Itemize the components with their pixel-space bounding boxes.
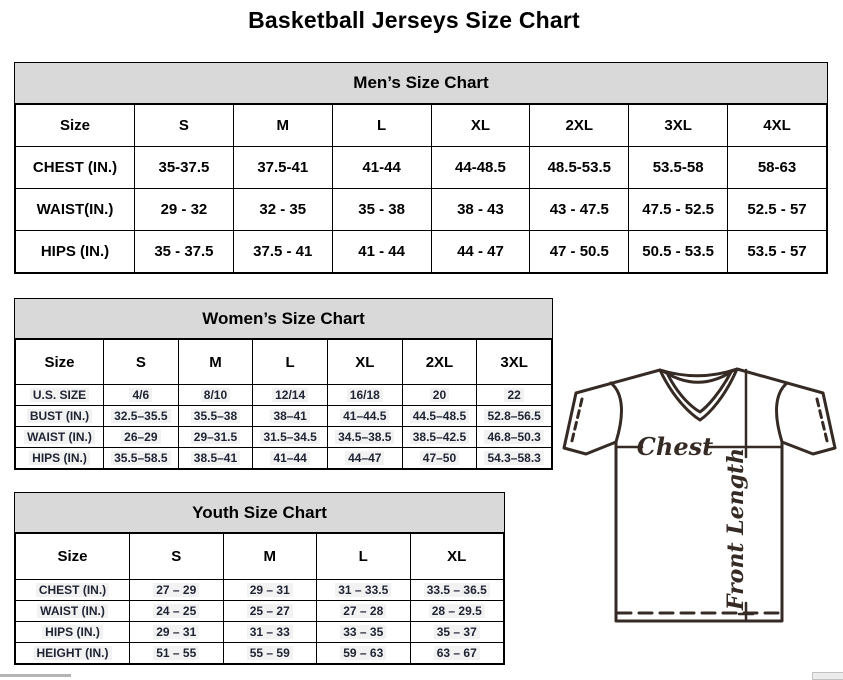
cell-text: 8/10 (201, 388, 230, 402)
table-row (16, 580, 504, 601)
table-cell (410, 601, 504, 622)
cell-text: 34.5–38.5 (335, 430, 394, 444)
table-cell (130, 622, 224, 643)
cell-text: 35 – 37 (434, 625, 480, 639)
cell-text: 54.3–58.3 (484, 451, 543, 465)
cell-text: 31 – 33 (247, 625, 293, 639)
cell-text: 44–47 (345, 451, 384, 465)
cell-text: 52.8–56.5 (484, 409, 543, 423)
table-cell: 35 - 38 (332, 189, 431, 231)
table-cell (317, 580, 411, 601)
table-cell: 35 - 37.5 (135, 231, 234, 273)
table-cell: 50.5 - 53.5 (629, 231, 728, 273)
table-row (16, 643, 504, 664)
table-row (16, 601, 504, 622)
column-header: 3XL (629, 105, 728, 147)
table-row (16, 406, 552, 427)
column-header: 2XL (530, 105, 629, 147)
table-cell (477, 406, 552, 427)
youth-size-chart (14, 492, 505, 665)
table-cell (317, 601, 411, 622)
youth-table (15, 533, 504, 664)
table-cell (253, 406, 328, 427)
table-cell (327, 406, 402, 427)
cell-text: 24 – 25 (153, 604, 199, 618)
cell-text: 33 – 35 (340, 625, 386, 639)
row-label: WAIST(IN.) (16, 189, 135, 231)
column-header: 3XL (477, 340, 552, 385)
table-cell (223, 622, 317, 643)
cell-text: 28 – 29.5 (429, 604, 485, 618)
header-row (16, 340, 552, 385)
table-cell: 37.5-41 (233, 147, 332, 189)
cell-text: HIPS (IN.) (29, 451, 90, 465)
column-header: S (130, 534, 224, 580)
column-header: Size (16, 340, 104, 385)
jersey-outline (564, 369, 835, 621)
cell-text: 26–29 (121, 430, 160, 444)
table-cell (104, 406, 179, 427)
cell-text: 46.8–50.3 (484, 430, 543, 444)
cell-text: 29–31.5 (191, 430, 240, 444)
cell-text: 29 – 31 (153, 625, 199, 639)
table-cell (104, 448, 179, 469)
table-cell: 47.5 - 52.5 (629, 189, 728, 231)
womens-table (15, 339, 552, 469)
cell-text: 35.5–38 (191, 409, 240, 423)
cell-text: 12/14 (272, 388, 308, 402)
row-label (16, 622, 130, 643)
cell-text: 29 – 31 (247, 583, 293, 597)
table-cell (402, 427, 477, 448)
table-cell (253, 427, 328, 448)
table-cell (477, 427, 552, 448)
table-cell: 41 - 44 (332, 231, 431, 273)
table-cell (130, 580, 224, 601)
table-cell: 44 - 47 (431, 231, 530, 273)
mens-chart-title: Men’s Size Chart (15, 63, 827, 104)
table-cell (317, 622, 411, 643)
table-cell (130, 643, 224, 664)
cell-text: WAIST (IN.) (37, 604, 108, 618)
collar-lines (660, 369, 737, 420)
youth-chart-title: Youth Size Chart (15, 493, 504, 533)
cell-text: HEIGHT (IN.) (34, 646, 112, 660)
table-cell (402, 385, 477, 406)
table-cell: 35-37.5 (135, 147, 234, 189)
table-cell (223, 643, 317, 664)
table-cell: 44-48.5 (431, 147, 530, 189)
table-cell (410, 622, 504, 643)
jersey-diagram (556, 356, 843, 636)
table-cell: 43 - 47.5 (530, 189, 629, 231)
table-row (16, 448, 552, 469)
column-header: M (233, 105, 332, 147)
page-title: Basketball Jerseys Size Chart (248, 7, 580, 33)
cell-text: 63 – 67 (434, 646, 480, 660)
table-cell (410, 643, 504, 664)
cell-text: 55 – 59 (247, 646, 293, 660)
table-cell (178, 385, 253, 406)
womens-chart-title: Women’s Size Chart (15, 299, 552, 339)
column-header: 4XL (728, 105, 827, 147)
table-cell (104, 427, 179, 448)
cell-text: 31 – 33.5 (335, 583, 391, 597)
column-header: 2XL (402, 340, 477, 385)
cell-text: 27 – 29 (153, 583, 199, 597)
table-cell (253, 448, 328, 469)
header-row (16, 534, 504, 580)
table-cell (178, 427, 253, 448)
cell-text: 41–44 (270, 451, 309, 465)
table-cell (327, 427, 402, 448)
table-cell (327, 448, 402, 469)
header-row (16, 105, 827, 147)
table-cell: 53.5-58 (629, 147, 728, 189)
column-header: S (104, 340, 179, 385)
table-cell (223, 580, 317, 601)
table-cell (327, 385, 402, 406)
table-cell (223, 601, 317, 622)
cell-text: 31.5–34.5 (260, 430, 319, 444)
cell-text: 38.5–42.5 (410, 430, 469, 444)
table-cell (410, 580, 504, 601)
row-label (16, 601, 130, 622)
table-cell: 52.5 - 57 (728, 189, 827, 231)
table-cell (104, 385, 179, 406)
mens-size-chart (14, 62, 828, 274)
table-row (16, 622, 504, 643)
front-length-label: Front Length (723, 447, 749, 611)
cell-text: 47–50 (420, 451, 459, 465)
cell-text: 38–41 (270, 409, 309, 423)
table-cell (317, 643, 411, 664)
cell-text: 22 (504, 388, 523, 402)
cell-text: 33.5 – 36.5 (424, 583, 490, 597)
cell-text: 27 – 28 (340, 604, 386, 618)
row-label (16, 427, 104, 448)
column-header: M (223, 534, 317, 580)
cell-text: 25 – 27 (247, 604, 293, 618)
cell-text: 20 (430, 388, 449, 402)
cell-text: U.S. SIZE (30, 388, 89, 402)
table-cell: 29 - 32 (135, 189, 234, 231)
womens-size-chart (14, 298, 553, 470)
chest-label: Chest (636, 432, 714, 461)
column-header: M (178, 340, 253, 385)
table-cell: 47 - 50.5 (530, 231, 629, 273)
row-label (16, 385, 104, 406)
column-header: Size (16, 105, 135, 147)
column-header: XL (410, 534, 504, 580)
table-cell: 41-44 (332, 147, 431, 189)
column-header: L (253, 340, 328, 385)
table-cell (253, 385, 328, 406)
table-cell: 58-63 (728, 147, 827, 189)
column-header: L (332, 105, 431, 147)
cell-text: 16/18 (347, 388, 383, 402)
cell-text: 35.5–58.5 (111, 451, 170, 465)
table-cell: 48.5-53.5 (530, 147, 629, 189)
cell-text: 32.5–35.5 (111, 409, 170, 423)
scrollbar-fragment-left[interactable] (0, 674, 71, 677)
table-cell (130, 601, 224, 622)
table-cell (477, 385, 552, 406)
table-cell: 37.5 - 41 (233, 231, 332, 273)
column-header: L (317, 534, 411, 580)
row-label (16, 580, 130, 601)
table-row (16, 385, 552, 406)
cell-text: BUST (IN.) (27, 409, 92, 423)
table-row (16, 189, 827, 231)
column-header: XL (327, 340, 402, 385)
table-row (16, 427, 552, 448)
row-label (16, 448, 104, 469)
table-cell (402, 448, 477, 469)
row-label: CHEST (IN.) (16, 147, 135, 189)
cell-text: 4/6 (129, 388, 152, 402)
table-cell (178, 406, 253, 427)
cell-text: 44.5–48.5 (410, 409, 469, 423)
table-cell: 32 - 35 (233, 189, 332, 231)
cell-text: 51 – 55 (153, 646, 199, 660)
cell-text: CHEST (IN.) (36, 583, 109, 597)
table-cell (178, 448, 253, 469)
table-cell (402, 406, 477, 427)
cell-text: WAIST (IN.) (24, 430, 95, 444)
mens-table (15, 104, 827, 273)
table-cell: 38 - 43 (431, 189, 530, 231)
row-label (16, 643, 130, 664)
cell-text: 41–44.5 (340, 409, 389, 423)
row-label: HIPS (IN.) (16, 231, 135, 273)
table-cell (477, 448, 552, 469)
table-row (16, 231, 827, 273)
column-header: XL (431, 105, 530, 147)
cell-text: 38.5–41 (191, 451, 240, 465)
table-cell: 53.5 - 57 (728, 231, 827, 273)
row-label (16, 406, 104, 427)
cell-text: 59 – 63 (340, 646, 386, 660)
cell-text: HIPS (IN.) (42, 625, 103, 639)
column-header: S (135, 105, 234, 147)
column-header: Size (16, 534, 130, 580)
table-row (16, 147, 827, 189)
